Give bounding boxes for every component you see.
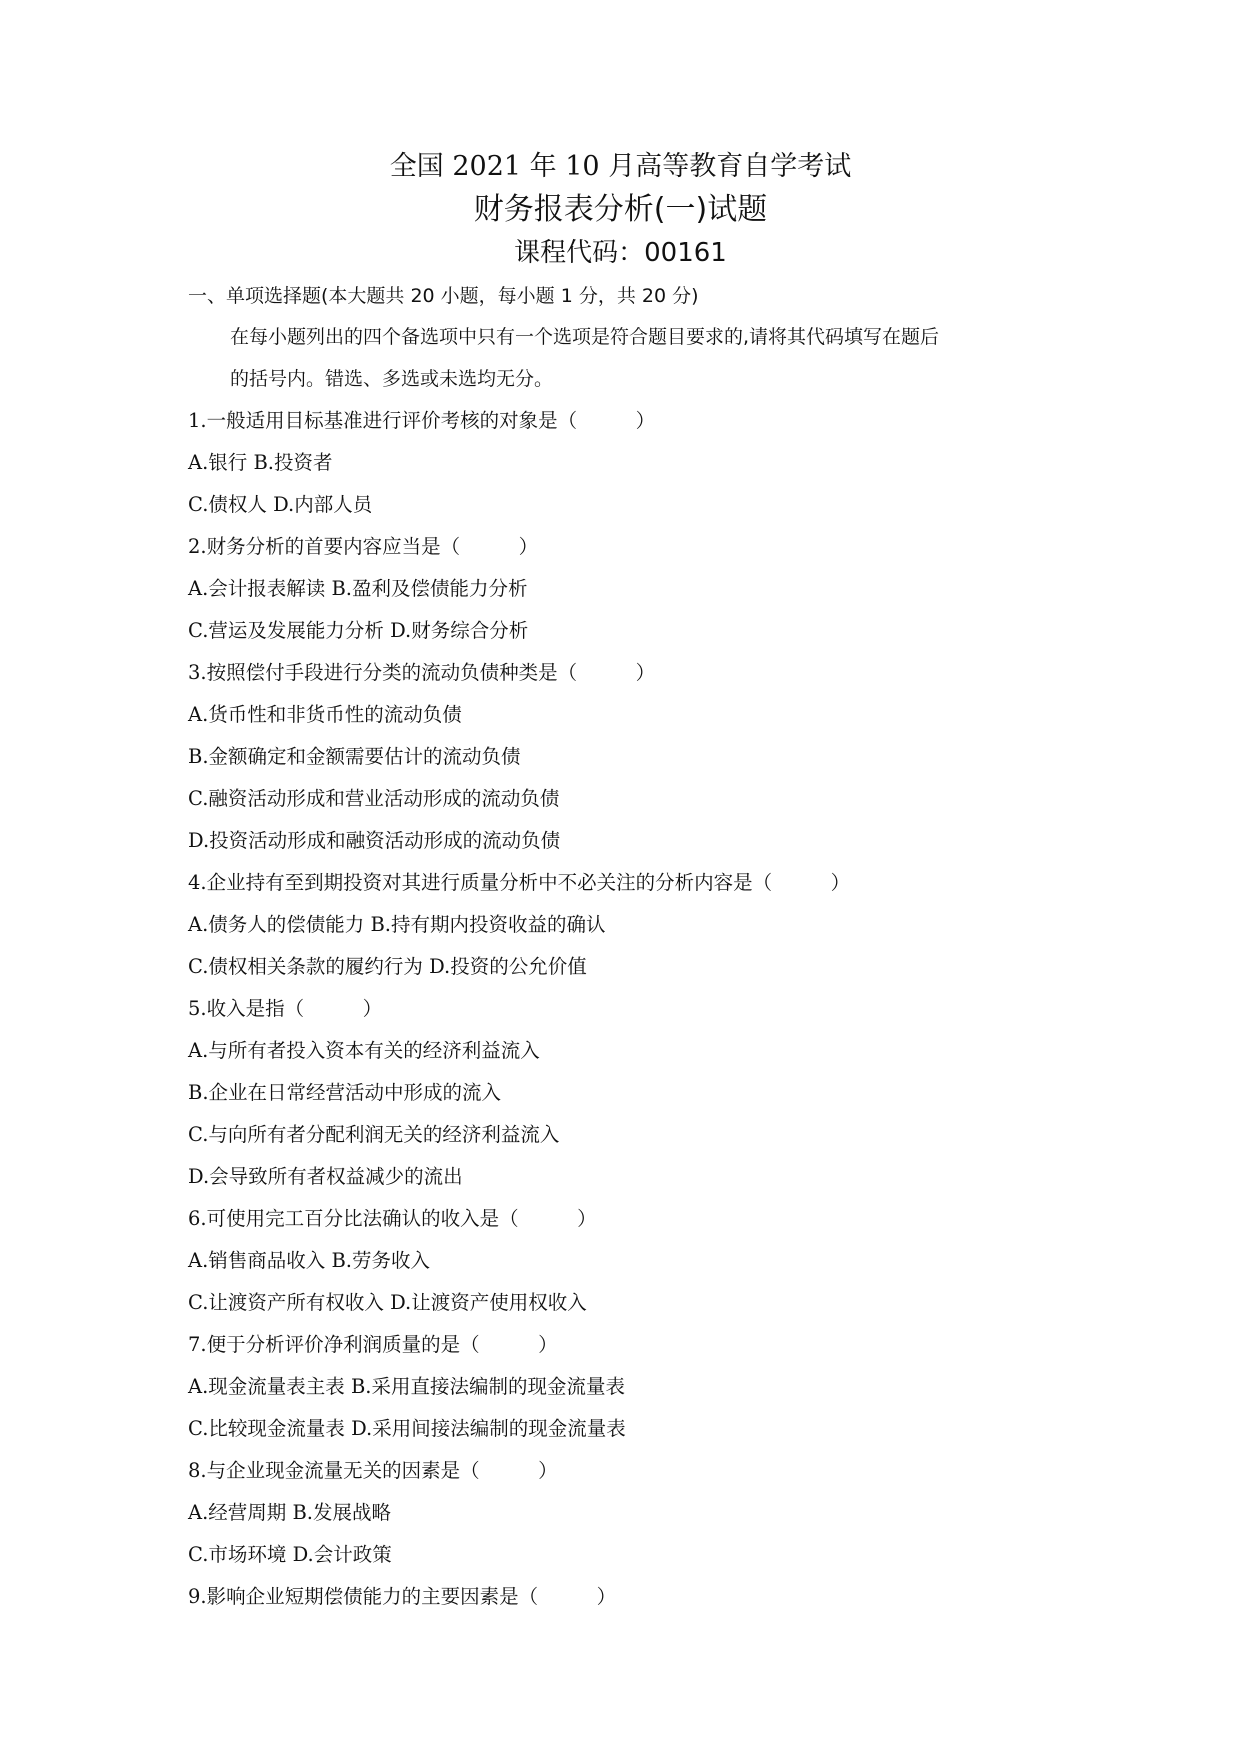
question-6-options-ab: A.销售商品收入 B.劳务收入 xyxy=(188,1249,431,1272)
exam-header xyxy=(0,148,1241,272)
subject-title: 财务报表分析(一)试题 xyxy=(473,192,768,227)
question-5-option-a: A.与所有者投入资本有关的经济利益流入 xyxy=(188,1039,540,1062)
question-6-options-cd: C.让渡资产所有权收入 D.让渡资产使用权收入 xyxy=(188,1291,587,1314)
question-2-options-ab: A.会计报表解读 B.盈利及偿债能力分析 xyxy=(188,577,528,600)
question-7-options-ab: A.现金流量表主表 B.采用直接法编制的现金流量表 xyxy=(188,1375,626,1398)
question-4-options-ab: A.债务人的偿债能力 B.持有期内投资收益的确认 xyxy=(188,913,606,936)
question-3-stem: 3.按照偿付手段进行分类的流动负债种类是（ ） xyxy=(188,661,656,684)
question-7-options-cd: C.比较现金流量表 D.采用间接法编制的现金流量表 xyxy=(188,1417,626,1440)
exam-title: 全国 2021 年 10 月高等教育自学考试 xyxy=(389,151,852,182)
question-1-stem: 1.一般适用目标基准进行评价考核的对象是（ ） xyxy=(188,409,656,432)
question-4-stem: 4.企业持有至到期投资对其进行质量分析中不必关注的分析内容是（ ） xyxy=(188,871,851,894)
question-6-stem: 6.可使用完工百分比法确认的收入是（ ） xyxy=(188,1207,597,1230)
question-8-stem: 8.与企业现金流量无关的因素是（ ） xyxy=(188,1459,558,1482)
section-single-choice xyxy=(188,282,1088,400)
question-7-stem: 7.便于分析评价净利润质量的是（ ） xyxy=(188,1333,558,1356)
question-2-stem: 2.财务分析的首要内容应当是（ ） xyxy=(188,535,539,558)
question-5-option-c: C.与向所有者分配利润无关的经济利益流入 xyxy=(188,1123,560,1146)
question-5-stem: 5.收入是指（ ） xyxy=(188,997,383,1020)
question-4-options-cd: C.债权相关条款的履约行为 D.投资的公允价值 xyxy=(188,955,587,978)
question-8-options-ab: A.经营周期 B.发展战略 xyxy=(188,1501,392,1524)
section-instructions xyxy=(188,316,1088,400)
question-list xyxy=(188,400,1088,1618)
question-9-stem: 9.影响企业短期偿债能力的主要因素是（ ） xyxy=(188,1585,617,1608)
course-code: 课程代码：00161 xyxy=(514,238,727,268)
instruction-line: 的括号内。错选、多选或未选均无分。 xyxy=(230,368,554,390)
question-3-option-b: B.金额确定和金额需要估计的流动负债 xyxy=(188,745,521,768)
question-8-options-cd: C.市场环境 D.会计政策 xyxy=(188,1543,392,1566)
section-heading: 一、单项选择题(本大题共 20 小题，每小题 1 分，共 20 分) xyxy=(188,285,699,307)
question-3-option-c: C.融资活动形成和营业活动形成的流动负债 xyxy=(188,787,560,810)
question-3-option-a: A.货币性和非货币性的流动负债 xyxy=(188,703,462,726)
question-3-option-d: D.投资活动形成和融资活动形成的流动负债 xyxy=(188,829,561,852)
question-1-options-cd: C.债权人 D.内部人员 xyxy=(188,493,373,516)
question-5-option-d: D.会导致所有者权益减少的流出 xyxy=(188,1165,463,1188)
question-2-options-cd: C.营运及发展能力分析 D.财务综合分析 xyxy=(188,619,529,642)
question-5-option-b: B.企业在日常经营活动中形成的流入 xyxy=(188,1081,502,1104)
instruction-line: 在每小题列出的四个备选项中只有一个选项是符合题目要求的,请将其代码填写在题后 xyxy=(230,326,940,348)
question-1-options-ab: A.银行 B.投资者 xyxy=(188,451,333,474)
